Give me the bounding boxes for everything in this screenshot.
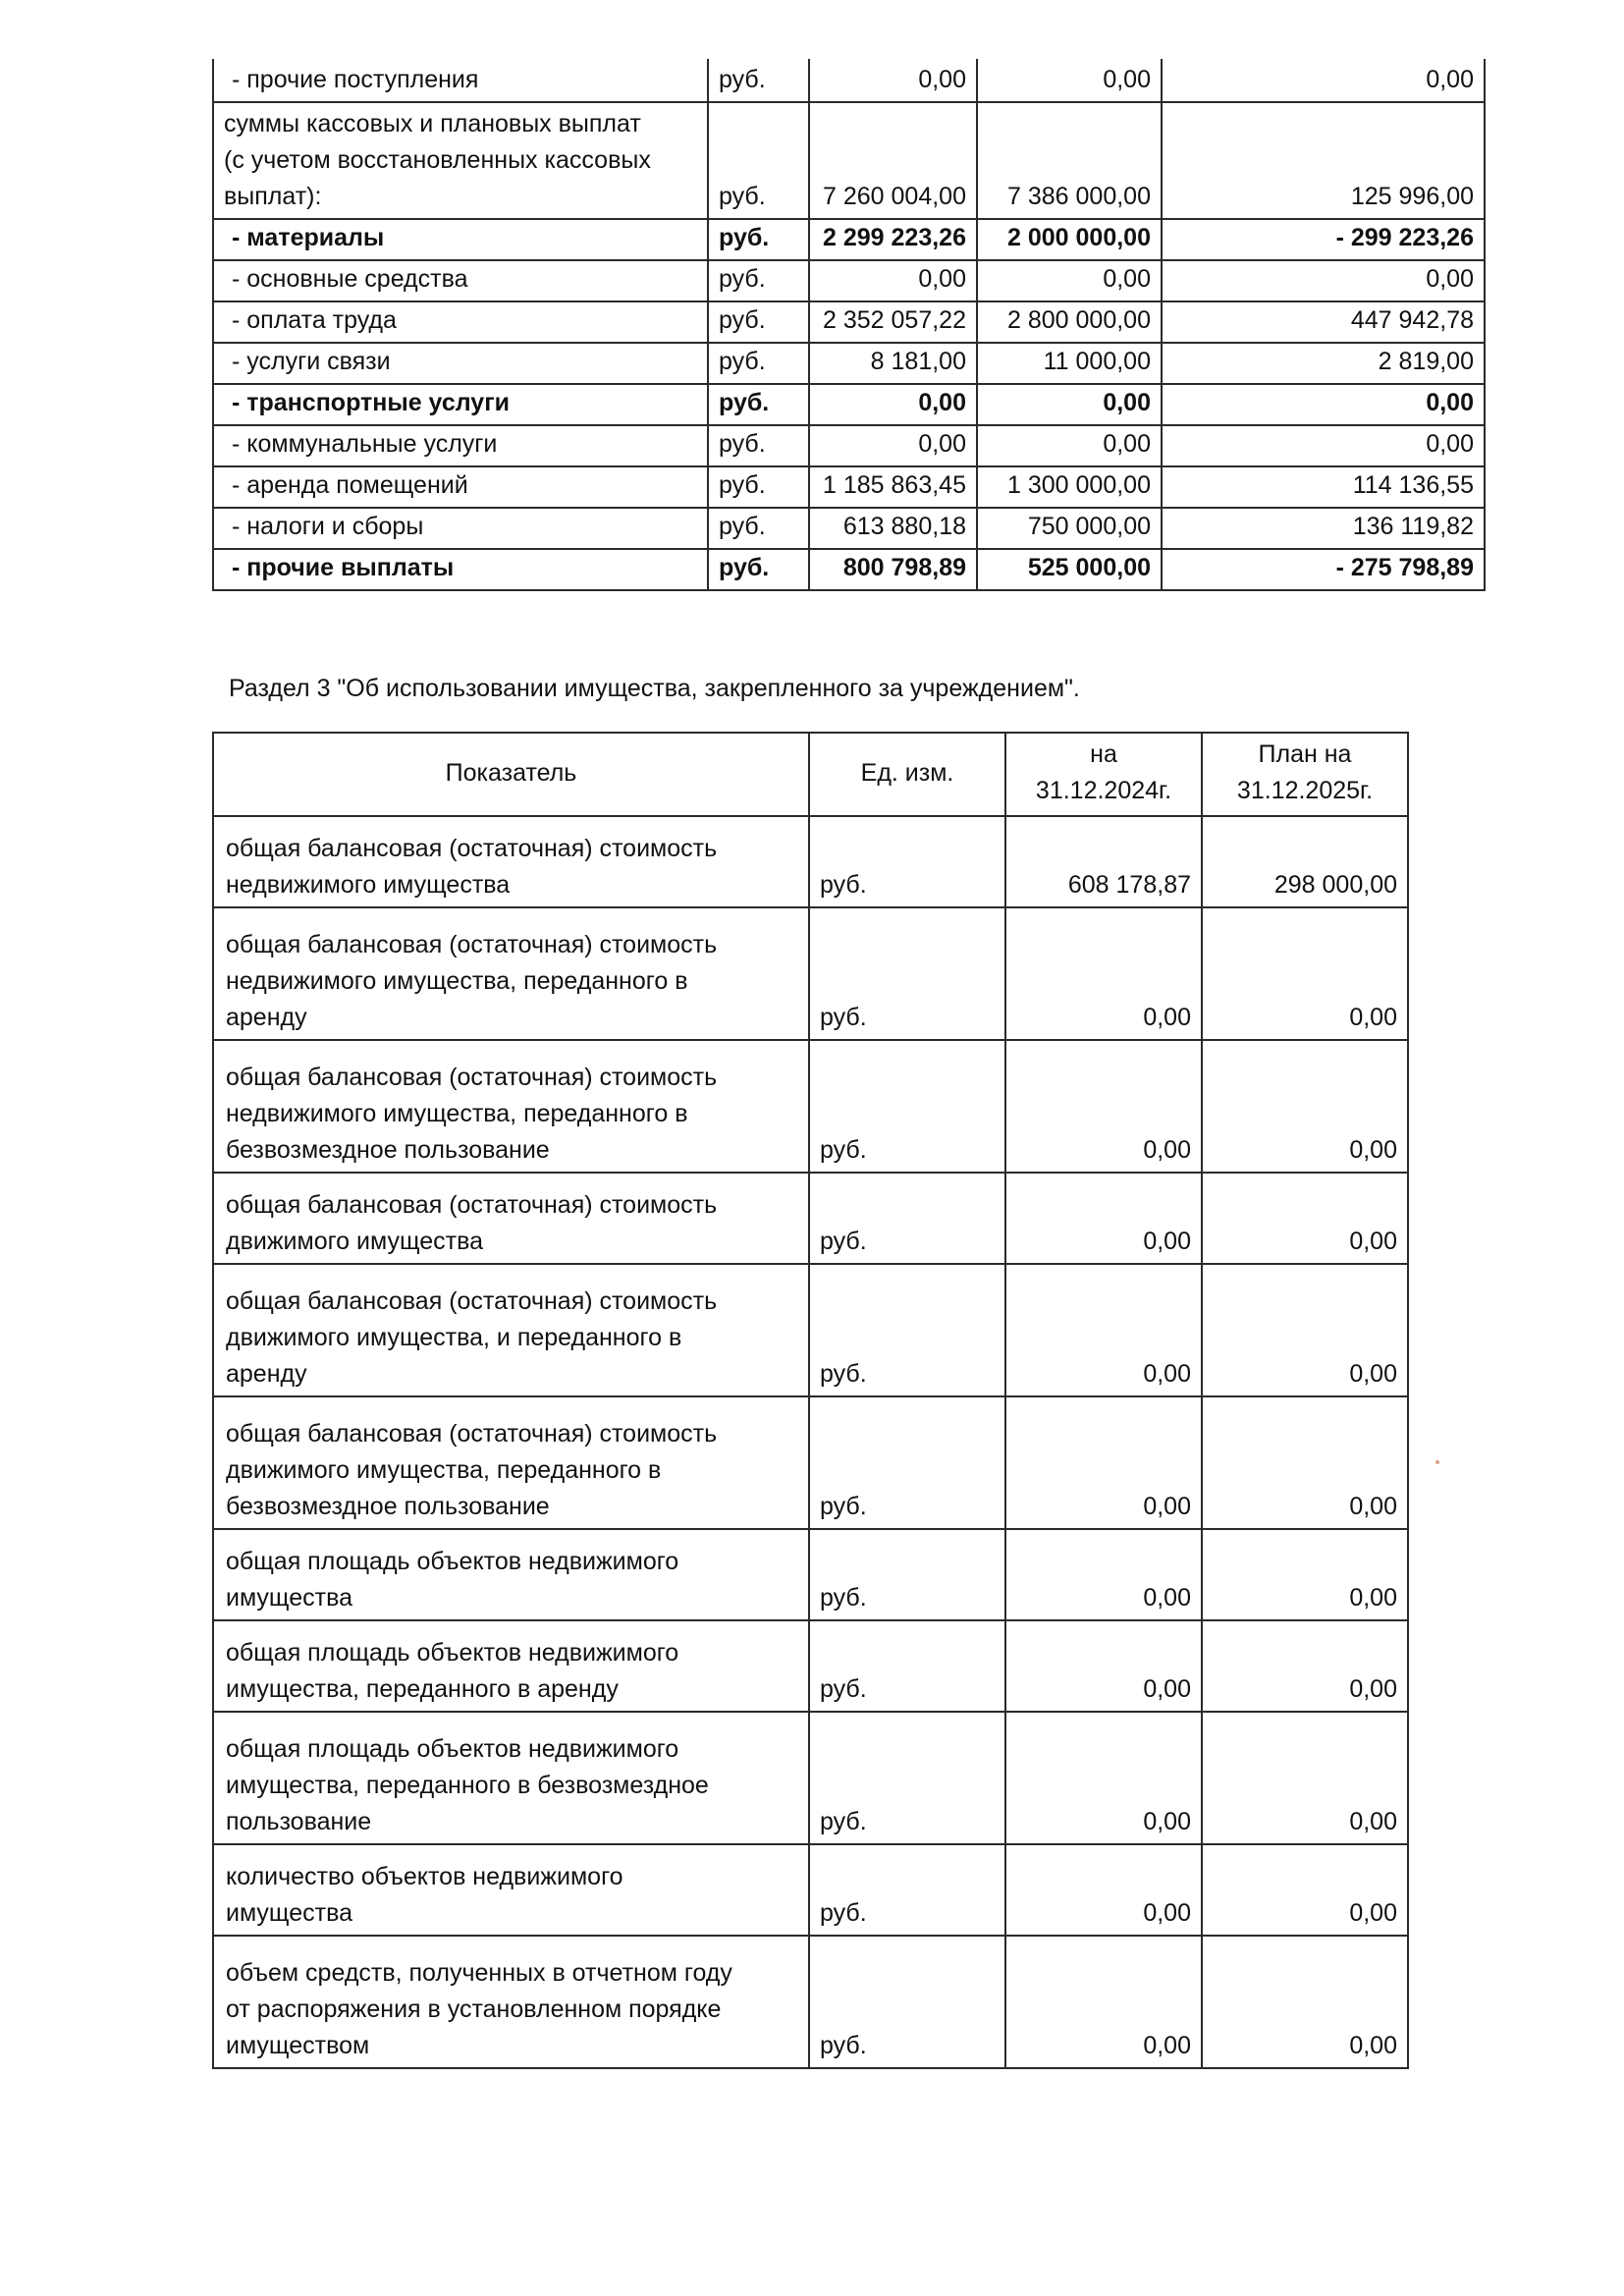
table-row	[213, 1529, 1408, 1620]
row-label: общая площадь объектов недвижимого имущества, переданного в безвозмездное пользование	[213, 1712, 809, 1844]
row-unit: руб.	[809, 1620, 1005, 1712]
row-value-actual: 2 299 223,26	[809, 219, 977, 260]
table-row	[213, 425, 1485, 466]
table-row	[213, 1844, 1408, 1936]
table-row	[213, 384, 1485, 425]
row-unit: руб.	[708, 549, 809, 590]
row-value-actual: 0,00	[809, 260, 977, 301]
row-value-actual: 2 352 057,22	[809, 301, 977, 343]
row-value-plan: 0,00	[1202, 1712, 1408, 1844]
row-value-deviation: 2 819,00	[1162, 343, 1485, 384]
row-label: - прочие выплаты	[213, 549, 708, 590]
row-value-plan: 0,00	[1202, 1936, 1408, 2068]
row-value-plan: 525 000,00	[977, 549, 1162, 590]
section3-title: Раздел 3 "Об использовании имущества, закрепленного за учреждением".	[229, 675, 1080, 702]
row-unit: руб.	[708, 59, 809, 102]
row-label: количество объектов недвижимого имущества	[213, 1844, 809, 1936]
header-plan	[1202, 733, 1408, 816]
row-value-actual: 608 178,87	[1005, 816, 1202, 907]
row-label: - транспортные услуги	[213, 384, 708, 425]
row-value-plan: 0,00	[1202, 1264, 1408, 1396]
row-unit: руб.	[809, 1529, 1005, 1620]
table-row	[213, 907, 1408, 1040]
row-label: - прочие поступления	[213, 59, 708, 102]
row-unit: руб.	[809, 1936, 1005, 2068]
row-value-deviation: 125 996,00	[1162, 102, 1485, 219]
row-value-plan: 0,00	[977, 260, 1162, 301]
row-value-actual: 613 880,18	[809, 508, 977, 549]
row-label: объем средств, полученных в отчетном году от распоряжения в установленном порядке имуществом	[213, 1936, 809, 2068]
row-unit: руб.	[809, 1040, 1005, 1173]
row-unit: руб.	[708, 343, 809, 384]
row-value-actual: 0,00	[809, 384, 977, 425]
row-unit: руб.	[708, 508, 809, 549]
table-row	[213, 816, 1408, 907]
row-value-plan: 0,00	[1202, 1844, 1408, 1936]
row-label: - услуги связи	[213, 343, 708, 384]
row-unit: руб.	[708, 384, 809, 425]
row-unit: руб.	[708, 102, 809, 219]
header-unit: Ед. изм.	[809, 733, 1005, 816]
header-plan-line2: 31.12.2025г.	[1236, 777, 1374, 804]
row-label: общая площадь объектов недвижимого имущества, переданного в аренду	[213, 1620, 809, 1712]
row-value-actual: 0,00	[1005, 1712, 1202, 1844]
row-value-plan: 11 000,00	[977, 343, 1162, 384]
row-unit: руб.	[809, 1173, 1005, 1264]
row-value-actual: 0,00	[1005, 1396, 1202, 1529]
row-unit: руб.	[809, 1396, 1005, 1529]
table-row	[213, 1620, 1408, 1712]
row-unit: руб.	[708, 301, 809, 343]
table-row	[213, 59, 1485, 102]
row-label: общая балансовая (остаточная) стоимость недвижимого имущества, переданного в аренду	[213, 907, 809, 1040]
row-label: общая балансовая (остаточная) стоимость движимого имущества, переданного в безвозмездное пользование	[213, 1396, 809, 1529]
row-value-actual: 0,00	[1005, 1529, 1202, 1620]
row-value-actual: 8 181,00	[809, 343, 977, 384]
row-value-actual: 800 798,89	[809, 549, 977, 590]
row-value-plan: 2 000 000,00	[977, 219, 1162, 260]
row-value-actual: 0,00	[1005, 1173, 1202, 1264]
row-value-plan: 0,00	[977, 59, 1162, 102]
row-value-deviation: 0,00	[1162, 425, 1485, 466]
row-value-actual: 0,00	[809, 59, 977, 102]
row-label: общая балансовая (остаточная) стоимость движимого имущества	[213, 1173, 809, 1264]
table-row	[213, 1936, 1408, 2068]
row-value-actual: 0,00	[1005, 1844, 1202, 1936]
row-value-deviation: - 299 223,26	[1162, 219, 1485, 260]
row-value-actual: 0,00	[1005, 1936, 1202, 2068]
row-value-actual: 0,00	[1005, 1040, 1202, 1173]
table-row	[213, 102, 1485, 219]
header-actual-line2: 31.12.2024г.	[1035, 777, 1172, 804]
table-row	[213, 508, 1485, 549]
row-label: - аренда помещений	[213, 466, 708, 508]
row-label: - материалы	[213, 219, 708, 260]
table-row	[213, 1040, 1408, 1173]
row-unit: руб.	[809, 1712, 1005, 1844]
table-row	[213, 466, 1485, 508]
header-actual-line1: на	[1090, 740, 1117, 768]
table-row	[213, 1712, 1408, 1844]
table-row	[213, 1396, 1408, 1529]
header-actual	[1005, 733, 1202, 816]
row-value-actual: 0,00	[809, 425, 977, 466]
row-label: общая балансовая (остаточная) стоимость недвижимого имущества	[213, 816, 809, 907]
table-row	[213, 219, 1485, 260]
row-value-deviation: - 275 798,89	[1162, 549, 1485, 590]
row-unit: руб.	[708, 425, 809, 466]
table-row	[213, 301, 1485, 343]
row-value-deviation: 0,00	[1162, 260, 1485, 301]
row-label: - налоги и сборы	[213, 508, 708, 549]
row-value-deviation: 447 942,78	[1162, 301, 1485, 343]
row-value-plan: 0,00	[1202, 1620, 1408, 1712]
row-value-plan: 0,00	[1202, 1529, 1408, 1620]
row-value-actual: 0,00	[1005, 1264, 1202, 1396]
row-value-plan: 7 386 000,00	[977, 102, 1162, 219]
table-row	[213, 343, 1485, 384]
row-value-actual: 1 185 863,45	[809, 466, 977, 508]
header-indicator: Показатель	[213, 733, 809, 816]
row-unit: руб.	[708, 260, 809, 301]
row-value-plan: 0,00	[977, 425, 1162, 466]
row-value-deviation: 114 136,55	[1162, 466, 1485, 508]
row-value-plan: 2 800 000,00	[977, 301, 1162, 343]
table-row	[213, 260, 1485, 301]
row-value-plan: 1 300 000,00	[977, 466, 1162, 508]
row-unit: руб.	[708, 219, 809, 260]
row-value-plan: 0,00	[1202, 907, 1408, 1040]
row-value-actual: 0,00	[1005, 907, 1202, 1040]
row-value-plan: 298 000,00	[1202, 816, 1408, 907]
row-value-plan: 0,00	[1202, 1396, 1408, 1529]
row-label: - коммунальные услуги	[213, 425, 708, 466]
row-label: общая площадь объектов недвижимого имущества	[213, 1529, 809, 1620]
row-label: общая балансовая (остаточная) стоимость движимого имущества, и переданного в аренду	[213, 1264, 809, 1396]
row-unit: руб.	[708, 466, 809, 508]
property-usage-table	[212, 732, 1409, 2069]
row-unit: руб.	[809, 907, 1005, 1040]
row-value-actual: 7 260 004,00	[809, 102, 977, 219]
header-plan-line1: План на	[1258, 740, 1352, 768]
table-row	[213, 549, 1485, 590]
row-value-deviation: 136 119,82	[1162, 508, 1485, 549]
row-label: общая балансовая (остаточная) стоимость недвижимого имущества, переданного в безвозмездное пользование	[213, 1040, 809, 1173]
table-row	[213, 1173, 1408, 1264]
row-value-actual: 0,00	[1005, 1620, 1202, 1712]
scan-speck	[1435, 1460, 1439, 1464]
payments-table	[212, 59, 1486, 591]
row-unit: руб.	[809, 1264, 1005, 1396]
row-value-deviation: 0,00	[1162, 59, 1485, 102]
row-value-plan: 0,00	[1202, 1040, 1408, 1173]
row-value-plan: 0,00	[977, 384, 1162, 425]
table-row	[213, 1264, 1408, 1396]
row-label: суммы кассовых и плановых выплат (с учетом восстановленных кассовых выплат):	[213, 102, 708, 219]
header-row	[213, 733, 1408, 816]
row-unit: руб.	[809, 816, 1005, 907]
row-value-deviation: 0,00	[1162, 384, 1485, 425]
row-value-plan: 0,00	[1202, 1173, 1408, 1264]
row-label: - основные средства	[213, 260, 708, 301]
row-value-plan: 750 000,00	[977, 508, 1162, 549]
row-label: - оплата труда	[213, 301, 708, 343]
row-unit: руб.	[809, 1844, 1005, 1936]
